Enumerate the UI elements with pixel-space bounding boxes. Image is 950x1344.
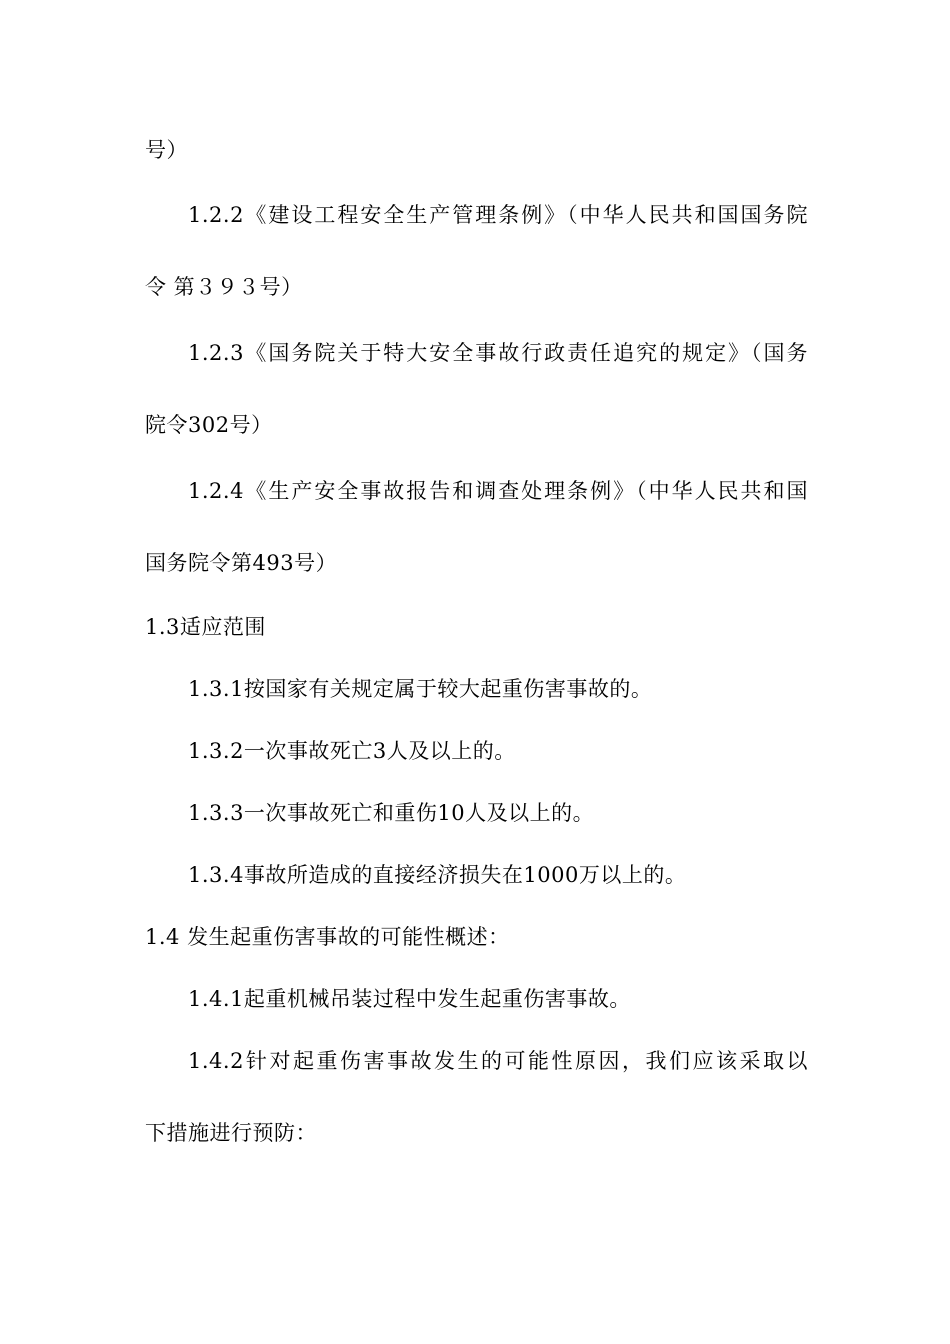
text-line-1-2-3-cont: 院令302号） — [145, 413, 273, 437]
section-heading-1-4: 1.4 发生起重伤害事故的可能性概述： — [145, 925, 510, 949]
text-line-continuation: 号） — [145, 138, 188, 162]
text-line-1-4-2: 1.4.2针对起重伤害事故发生的可能性原因，我们应该采取以 — [188, 1049, 808, 1073]
section-heading-1-3: 1.3适应范围 — [145, 615, 266, 639]
text-line-1-4-1: 1.4.1起重机械吊装过程中发生起重伤害事故。 — [188, 987, 631, 1011]
text-line-1-2-4: 1.2.4《生产安全事故报告和调查处理条例》（中华人民共和国 — [188, 479, 808, 503]
text-line-1-2-2: 1.2.2《建设工程安全生产管理条例》（中华人民共和国国务院 — [188, 203, 808, 227]
text-line-1-2-3: 1.2.3《国务院关于特大安全事故行政责任追究的规定》（国务 — [188, 341, 808, 365]
text-line-1-4-2-cont: 下措施进行预防： — [145, 1121, 317, 1145]
text-line-1-3-2: 1.3.2一次事故死亡3人及以上的。 — [188, 739, 516, 763]
text-line-1-2-4-cont: 国务院令第493号） — [145, 551, 338, 575]
text-line-1-3-4: 1.3.4事故所造成的直接经济损失在1000万以上的。 — [188, 863, 687, 887]
text-line-1-3-3: 1.3.3一次事故死亡和重伤10人及以上的。 — [188, 801, 595, 825]
text-line-1-3-1: 1.3.1按国家有关规定属于较大起重伤害事故的。 — [188, 677, 653, 701]
text-line-1-2-2-cont: 令 第３９３号） — [145, 275, 303, 299]
